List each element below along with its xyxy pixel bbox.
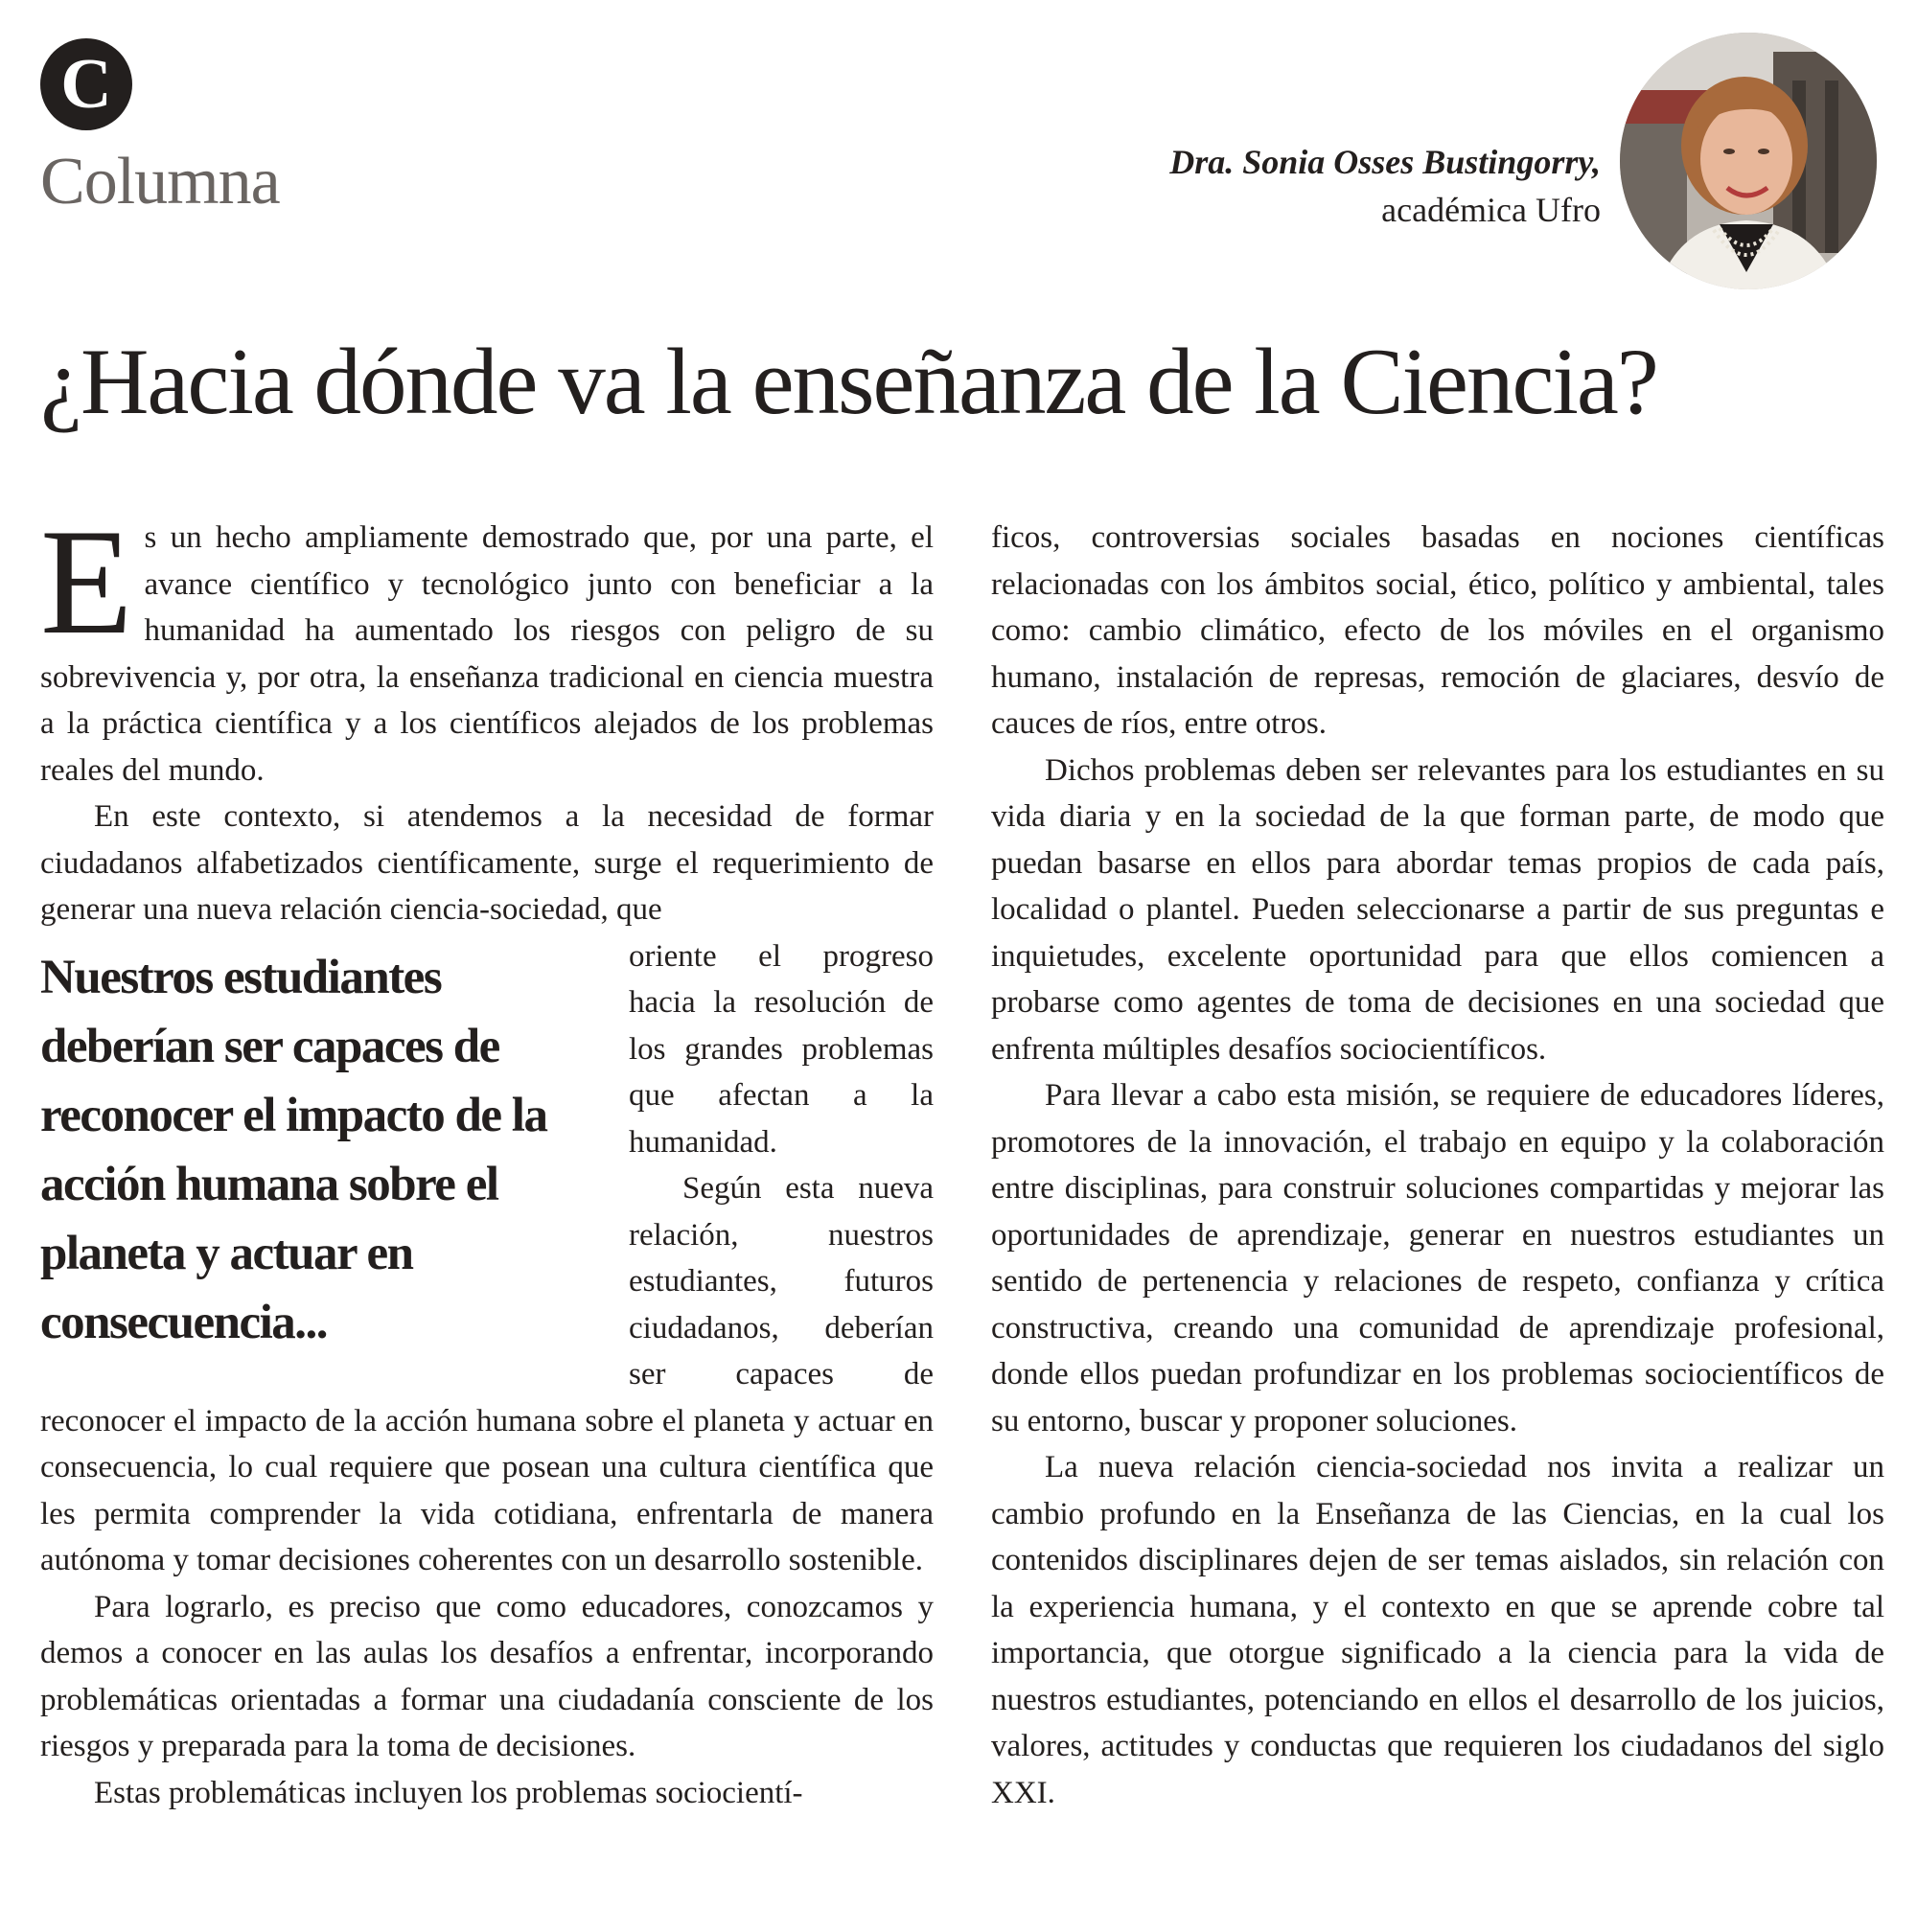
author-role: académica Ufro xyxy=(1381,191,1601,229)
pull-quote: Nuestros estudiantes deberían ser capaces de reconocer el impacto de la acción humana sobre el planeta y actuar en consecuencia... xyxy=(40,950,547,1349)
author-byline xyxy=(1169,138,1601,234)
article-column-left xyxy=(40,498,934,1816)
headline: ¿Hacia dónde va la enseñanza de la Ciencia? xyxy=(40,330,1657,434)
paragraph-4: Para lograrlo, es preciso que como educadores, conozcamos y demos a conocer en las aulas los desafíos a enfrentar, incorporando problemáticas orientadas a formar una ciudadanía consciente de los riesgos y preparada para la toma de decisiones. xyxy=(40,1589,934,1763)
paragraph-1-text: s un hecho ampliamente demostrado que, por una parte, el avance científico y tecnológico junto con beneficiar a la humanidad ha aumentado los riesgos con peligro de su sobrevivencia y, por otra, la enseñanza tradicional en ciencia muestra a la práctica científica y a los científicos alejados de los problemas reales del mundo. xyxy=(40,520,934,788)
section-badge: C xyxy=(40,38,132,130)
article-column-right xyxy=(991,515,1884,1816)
author-portrait xyxy=(1620,33,1877,289)
paragraph-2b: oriente el progreso hacia la resolución de los grandes problemas que afectan a la humanidad. xyxy=(629,938,934,1160)
author-name: Dra. Sonia Osses Bustingorry, xyxy=(1169,143,1601,181)
author-portrait-illustration xyxy=(1620,33,1877,289)
drop-cap: E xyxy=(40,498,133,666)
paragraph-3: Según esta nueva relación, nuestros estudiantes, futuros ciudadanos, deberían ser capaces de reconocer el impacto de la acción humana sobre el planeta y actuar en consecuencia, lo cual requiere que posean una cultura científica que les permita comprender la vida cotidiana, enfrentarla de manera autónoma y tomar decisiones coherentes con un desarrollo sostenible. xyxy=(40,1171,934,1577)
paragraph-7: Para llevar a cabo esta misión, se requiere de educadores líderes, promotores de la innovación, el trabajo en equipo y la colaboración entre disciplinas, para construir soluciones compartidas y mejorar las oportunidades de aprendizaje, generar en nuestros estudiantes un sentido de pertenencia y relaciones de respeto, confianza y crítica constructiva, creando una comunidad de aprendizaje profesional, donde ellos puedan profundizar en los problemas sociocientíficos de su entorno, buscar y proponer soluciones. xyxy=(991,1078,1884,1438)
paragraph-6: Dichos problemas deben ser relevantes para los estudiantes en su vida diaria y en la sociedad de la que forman parte, de modo que puedan basarse en ellos para abordar temas propios de cada país, localidad o plantel. Pueden seleccionarse a partir de sus preguntas e inquietudes, excelente oportunidad para que ellos comiencen a probarse como agentes de toma de decisiones en una sociedad que enfrenta múltiples desafíos sociocientíficos. xyxy=(991,752,1884,1067)
paragraph-8: La nueva relación ciencia-sociedad nos invita a realizar un cambio profundo en la Enseñanza de las Ciencias, en la cual los contenidos disciplinares dejen de ser temas aislados, sin relación con la experiencia humana, y el contexto en que se aprende cobre tal importancia, que otorgue significado a la ciencia para la vida de nuestros estudiantes, potenciando en ellos el desarrollo de los juicios, valores, actitudes y conductas que requieren los ciudadanos del siglo XXI. xyxy=(991,1450,1884,1810)
paragraph-2a: En este contexto, si atendemos a la necesidad de formar ciudadanos alfabetizados científicamente, surge el requerimiento de generar una nueva relación ciencia-sociedad, que xyxy=(40,799,934,927)
paragraph-5-continued: ficos, controversias sociales basadas en nociones científicas relacionadas con los ámbitos social, ético, político y ambiental, tales como: cambio climático, efecto de los móviles en el organismo humano, instalación de represas, remoción de glaciares, desvío de cauces de ríos, entre otros. xyxy=(991,520,1884,741)
paragraph-5-start: Estas problemáticas incluyen los problemas sociocientí- xyxy=(94,1775,803,1810)
section-label: Columna xyxy=(40,145,280,218)
paragraph-1 xyxy=(40,498,934,794)
